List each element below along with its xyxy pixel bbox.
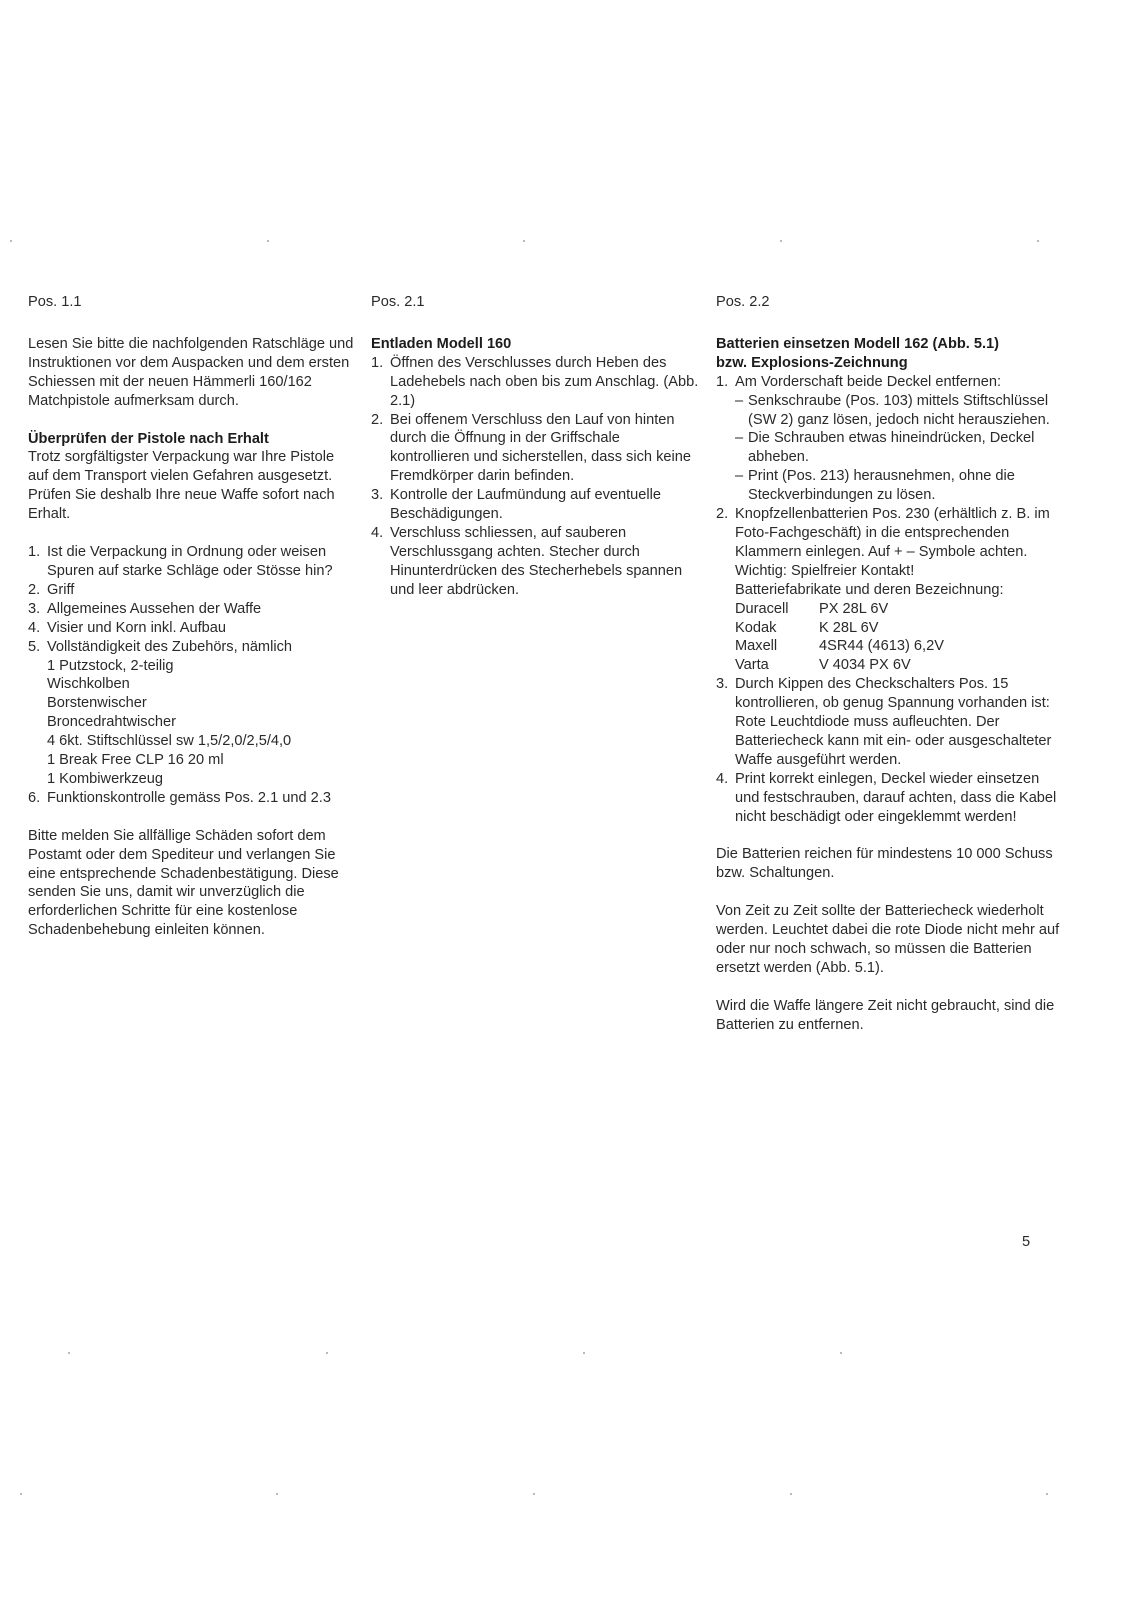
dash-list: [735, 392, 1061, 505]
list-item: 4. Visier und Korn inkl. Aufbau: [28, 619, 227, 636]
accessory-item: 1 Kombiwerkzeug: [47, 770, 163, 787]
scan-mark: [68, 1352, 70, 1354]
dash-item: – Die Schrauben etwas hineindrücken, Deckel abheben.: [735, 430, 1035, 466]
scan-mark: [790, 1493, 792, 1495]
list-item: 3. Allgemeines Aussehen der Waffe: [28, 600, 262, 617]
column-pos-2-2: [716, 293, 1061, 1035]
list-item: 4. Print korrekt einlegen, Deckel wieder einsetzen und festschrauben, darauf achten, dass die Kabel nicht beschädigt oder eingeklemmt werden!: [716, 770, 1057, 825]
scan-mark: [583, 1352, 585, 1354]
scan-mark: [1037, 240, 1039, 242]
section-paragraph: Trotz sorgfältigster Verpackung war Ihre Pistole auf dem Transport vielen Gefahren ausgesetzt. Prüfen Sie deshalb Ihre neue Waffe sofort nach Erhalt.: [28, 449, 335, 523]
list-item: 1. Öffnen des Verschlusses durch Heben des Ladehebels nach oben bis zum Anschlag. (Abb. 2.1): [371, 354, 699, 409]
scan-mark: [276, 1493, 278, 1495]
table-row: Duracell PX 28L 6V: [735, 600, 889, 617]
unloading-steps: [371, 354, 701, 600]
accessory-item: Borstenwischer: [47, 695, 147, 712]
dash-item: – Senkschraube (Pos. 103) mittels Stiftschlüssel (SW 2) ganz lösen, jedoch nicht herausziehen.: [735, 392, 1050, 428]
table-row: Varta V 4034 PX 6V: [735, 657, 911, 674]
column-pos-2-1: [371, 293, 701, 600]
section-number: Pos. 2.1: [371, 294, 425, 310]
paragraph: Von Zeit zu Zeit sollte der Batteriecheck wiederholt werden. Leuchtet dabei die rote Diode nicht mehr auf oder nur noch schwach, so müssen die Batterien ersetzt werden (Abb. 5.1).: [716, 903, 1060, 976]
checklist: [28, 543, 358, 808]
list-item: 3. Kontrolle der Laufmündung auf eventuelle Beschädigungen.: [371, 487, 661, 523]
intro-paragraph: Lesen Sie bitte die nachfolgenden Ratschläge und Instruktionen vor dem Auspacken und dem ersten Schiessen mit der neuen Hämmerli 160/162 Matchpistole aufmerksam durch.: [28, 335, 354, 409]
list-item: 6. Funktionskontrolle gemäss Pos. 2.1 und 2.3: [28, 789, 331, 806]
scan-mark: [840, 1352, 842, 1354]
accessory-item: 1 Putzstock, 2-teilig: [47, 657, 174, 674]
list-item: 3. Durch Kippen des Checkschalters Pos. 15 kontrollieren, ob genug Spannung vorhanden ist: Rote Leuchtdiode muss aufleuchten. Der Batteriecheck kann mit ein- oder ausgeschalteter Waffe ausgeführt werden.: [716, 676, 1052, 768]
closing-paragraph: Bitte melden Sie allfällige Schäden sofort dem Postamt oder dem Spediteur und verlangen Sie eine entsprechende Schadenbestätigung. Diese senden Sie uns, damit wir unverzüglich die erforderlichen Schritte für eine kostenlose Schadenbehebung einleiten können.: [28, 827, 339, 939]
column-pos-1-1: [28, 293, 358, 940]
section-number: Pos. 2.2: [716, 294, 770, 310]
scan-mark: [267, 240, 269, 242]
table-row: Maxell 4SR44 (4613) 6,2V: [735, 638, 944, 655]
list-item: 4. Verschluss schliessen, auf sauberen Verschlussgang achten. Stecher durch Hinunterdrücken des Stecherhebels spannen und leer abdrücken.: [371, 524, 683, 598]
scan-mark: [523, 240, 525, 242]
scan-mark: [10, 240, 12, 242]
scan-mark: [533, 1493, 535, 1495]
paragraph: Die Batterien reichen für mindestens 10 000 Schuss bzw. Schaltungen.: [716, 846, 1053, 882]
accessory-item: 4 6kt. Stiftschlüssel sw 1,5/2,0/2,5/4,0: [47, 733, 292, 750]
list-item: 1. Am Vorderschaft beide Deckel entfernen: – Senkschraube (Pos. 103) mittels Stiftschlüssel (SW 2) ganz lösen, jedoch nicht herausziehen. – Die Schrauben etwas hineindrücken, Deckel abheben. – Print (Pos. 213) herausnehmen, ohne die Steckverbindungen zu lösen.: [716, 373, 1061, 505]
paragraph: Wird die Waffe längere Zeit nicht gebraucht, sind die Batterien zu entfernen.: [716, 997, 1055, 1033]
battery-steps: [716, 373, 1061, 827]
battery-subheading: Batteriefabrikate und deren Bezeichnung:: [735, 581, 1004, 598]
table-row: Kodak K 28L 6V: [735, 619, 879, 636]
section-subheading: bzw. Explosions-Zeichnung: [716, 354, 908, 371]
accessory-item: 1 Break Free CLP 16 20 ml: [47, 752, 224, 769]
scan-mark: [326, 1352, 328, 1354]
scan-mark: [20, 1493, 22, 1495]
section-number: Pos. 1.1: [28, 294, 82, 310]
scan-mark: [780, 240, 782, 242]
scan-mark: [1046, 1493, 1048, 1495]
list-item: 1. Ist die Verpackung in Ordnung oder weisen Spuren auf starke Schläge oder Stösse hin?: [28, 544, 333, 579]
accessory-item: Broncedrahtwischer: [47, 714, 176, 731]
section-heading: Batterien einsetzen Modell 162 (Abb. 5.1): [716, 335, 1000, 352]
page-number: 5: [1022, 1234, 1031, 1250]
accessory-item: Wischkolben: [47, 676, 130, 693]
section-heading: Überprüfen der Pistole nach Erhalt: [28, 430, 269, 447]
list-item: 2. Griff: [28, 581, 75, 598]
dash-item: – Print (Pos. 213) herausnehmen, ohne die Steckverbindungen zu lösen.: [735, 468, 1015, 504]
battery-table: [735, 600, 944, 676]
list-item: 5. Vollständigkeit des Zubehörs, nämlich 1 Putzstock, 2-teilig Wischkolben Borstenwischer Broncedrahtwischer 4 6kt. Stiftschlüssel sw 1,5/2,0/2,5/4,0 1 Break Free CLP 16 20 ml 1 Kombiwerkzeug: [28, 638, 358, 789]
section-heading: Entladen Modell 160: [371, 335, 512, 352]
list-item: 2. Knopfzellenbatterien Pos. 230 (erhältlich z. B. im Foto-Fachgeschäft) in die entsprechenden Klammern einlegen. Auf + – Symbole achten. Wichtig: Spielfreier Kontakt! Batteriefabrikate und deren Bezeichnung: Duracell PX 28L 6V Kodak K 28L 6V Maxell 4SR44 (4613) 6,2V Varta V 4034 PX 6V: [716, 505, 1061, 675]
list-item: 2. Bei offenem Verschluss den Lauf von hinten durch die Öffnung in der Griffschale kontrollieren und sicherstellen, dass sich keine Fremdkörper darin befinden.: [371, 411, 691, 485]
